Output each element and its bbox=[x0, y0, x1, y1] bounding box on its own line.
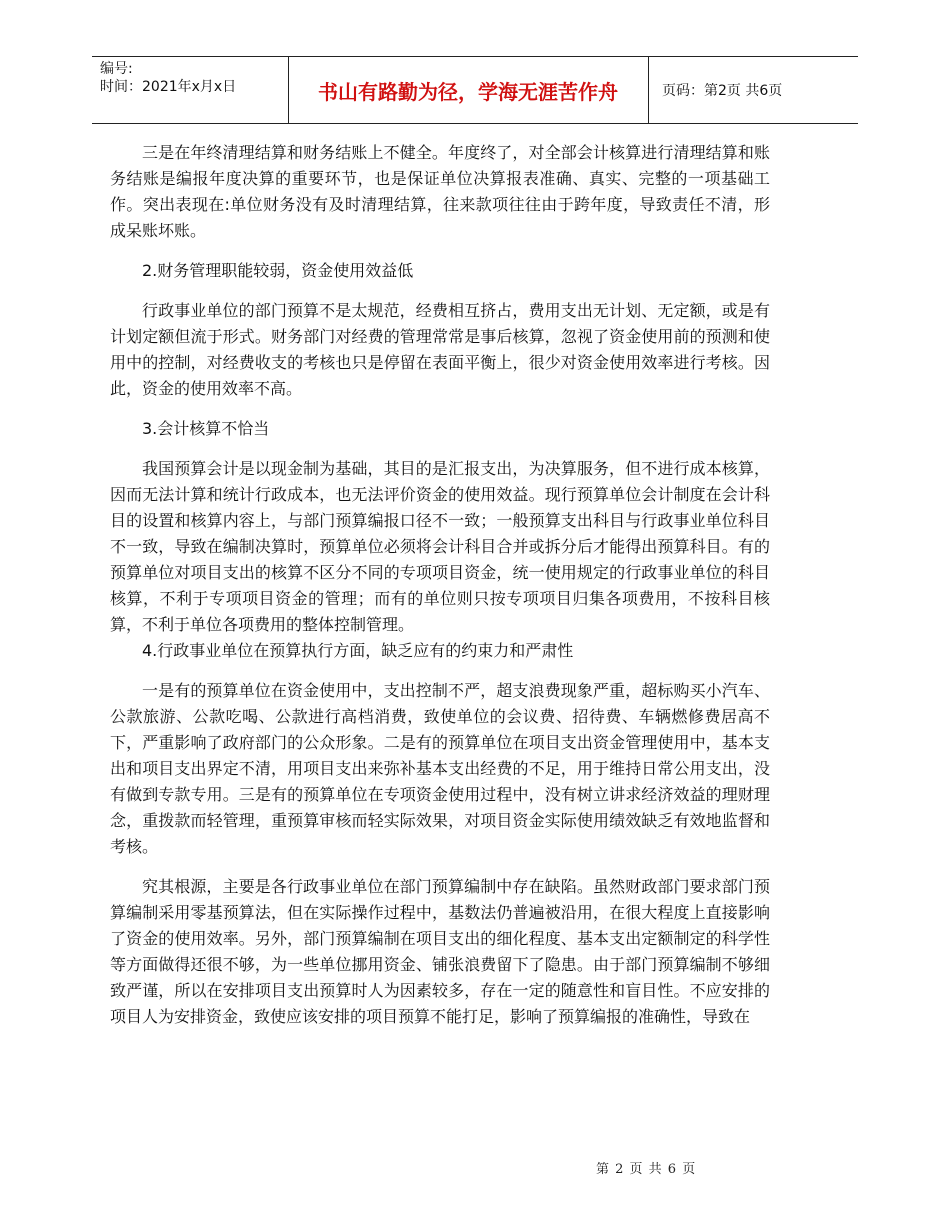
paragraph-gap bbox=[110, 284, 770, 298]
section-heading-3: 3.会计核算不恰当 bbox=[142, 419, 270, 438]
paragraph-gap bbox=[110, 244, 770, 258]
paragraph-gap bbox=[110, 664, 770, 678]
paragraph-year-end-settlement: 三是在年终清理结算和财务结账上不健全。年度终了，对全部会计核算进行清理结算和账务结账是编报年度决算的重要环节，也是保证单位决算报表准确、真实、完整的一项基础工作。突出表现在:单位财务没有及时清理结算，往来款项往往由于跨年度，导致责任不清，形成呆账坏账。 bbox=[110, 143, 770, 240]
paragraph-gap bbox=[110, 402, 770, 416]
document-body bbox=[110, 140, 770, 1030]
time-label: 时间：2021年x月x日 bbox=[100, 79, 237, 95]
paragraph-gap bbox=[110, 442, 770, 456]
section-heading-2: 2.财务管理职能较弱，资金使用效益低 bbox=[142, 261, 414, 280]
number-label: 编号: bbox=[100, 61, 133, 77]
header-meta bbox=[100, 60, 286, 96]
header-divider bbox=[648, 57, 649, 123]
paragraph-budget-execution: 一是有的预算单位在资金使用中，支出控制不严，超支浪费现象严重，超标购买小汽车、公款旅游、公款吃喝、公款进行高档消费，致使单位的会议费、招待费、车辆燃修费居高不下，严重影响了政府部门的公众形象。二是有的预算单位在项目支出资金管理使用中，基本支出和项目支出界定不清，用项目支出来弥补基本支出经费的不足，用于维持日常公用支出，没有做到专款专用。三是有的预算单位在专项资金使用过程中，没有树立讲求经济效益的理财理念，重拨款而轻管理，重预算审核而轻实际效果，对项目资金实际使用绩效缺乏有效地监督和考核。 bbox=[110, 681, 770, 856]
page-footer: 第 2 页 共 6 页 bbox=[596, 1162, 697, 1177]
paragraph-accounting: 我国预算会计是以现金制为基础，其目的是汇报支出，为决算服务，但不进行成本核算，因而无法计算和统计行政成本，也无法评价资金的使用效益。现行预算单位会计制度在会计科目的设置和核算内容上，与部门预算编报口径不一致；一般预算支出科目与行政事业单位科目不一致，导致在编制决算时，预算单位必须将会计科目合并或拆分后才能得出预算科目。有的预算单位对项目支出的核算不区分不同的专项项目资金，统一使用规定的行政事业单位的科目核算，不利于专项项目资金的管理；而有的单位则只按专项项目归集各项费用，不按科目核算，不利于单位各项费用的整体控制管理。 bbox=[110, 459, 770, 634]
paragraph-financial-management: 行政事业单位的部门预算不是太规范，经费相互挤占，费用支出无计划、无定额，或是有计划定额但流于形式。财务部门对经费的管理常常是事后核算，忽视了资金使用前的预测和使用中的控制，对经费收支的考核也只是停留在表面平衡上，很少对资金使用效率进行考核。因此，资金的使用效率不高。 bbox=[110, 301, 770, 398]
header-motto: 书山有路勤为径，学海无涯苦作舟 bbox=[318, 79, 618, 104]
paragraph-gap bbox=[110, 860, 770, 874]
page-header bbox=[92, 56, 858, 124]
section-heading-4: 4.行政事业单位在预算执行方面，缺乏应有的约束力和严肃性 bbox=[142, 641, 574, 660]
paragraph-root-cause: 究其根源，主要是各行政事业单位在部门预算编制中存在缺陷。虽然财政部门要求部门预算编制采用零基预算法，但在实际操作过程中，基数法仍普遍被沿用，在很大程度上直接影响了资金的使用效率。另外，部门预算编制在项目支出的细化程度、基本支出定额制定的科学性等方面做得还很不够，为一些单位挪用资金、铺张浪费留下了隐患。由于部门预算编制不够细致严谨，所以在安排项目支出预算时人为因素较多，存在一定的随意性和盲目性。不应安排的项目人为安排资金，致使应该安排的项目预算不能打足，影响了预算编报的准确性，导致在 bbox=[110, 877, 770, 1026]
header-page-info: 页码：第2页 共6页 bbox=[662, 83, 783, 99]
